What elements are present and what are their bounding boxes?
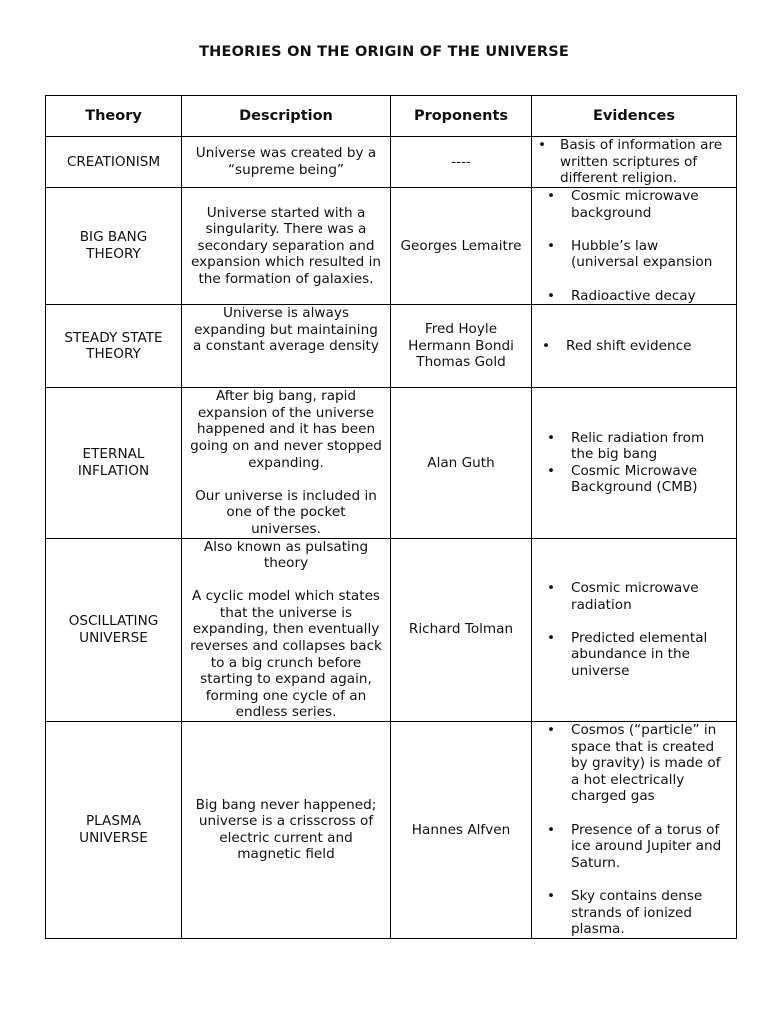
proponents-cell <box>391 305 532 388</box>
proponents-cell <box>391 137 532 188</box>
evidences-cell <box>532 188 737 305</box>
description-line: “supreme being” <box>227 162 344 178</box>
theory-name: ETERNAL <box>82 446 145 463</box>
description-cell <box>182 388 391 538</box>
theory-cell <box>46 137 182 188</box>
proponent-name: Richard Tolman <box>408 621 514 638</box>
proponent-name: ---- <box>451 153 471 170</box>
proponent-name: Hermann Bondi <box>408 337 514 354</box>
description-line: a constant average density <box>193 338 379 355</box>
evidence-item: • Basis of information are written scriptures of different religion. <box>538 137 734 187</box>
theory-name: PLASMA <box>85 813 142 830</box>
evidence-list <box>538 338 734 355</box>
theory-cell <box>46 722 182 939</box>
description-line: one of the pocket <box>226 504 346 521</box>
theory-name: UNIVERSE <box>79 629 148 646</box>
description-line: Our universe is included in <box>195 487 377 504</box>
description-line: singularity. There was a <box>205 221 367 238</box>
table-row <box>46 388 737 538</box>
proponents-cell <box>391 538 532 722</box>
table-row <box>46 538 737 722</box>
description-line: Universe is always <box>223 305 349 322</box>
header-theory: Theory <box>46 96 182 137</box>
description-line: universes. <box>251 520 321 537</box>
evidences-cell <box>532 538 737 722</box>
description-line: After big bang, rapid <box>215 388 357 405</box>
description-line: Universe was created by a <box>195 145 377 162</box>
description-line: expansion which resulted in <box>191 254 381 271</box>
proponents-cell <box>391 722 532 939</box>
description-line: Also known as pulsating <box>203 538 369 555</box>
evidence-item: • Cosmos (“particle” in space that is created by gravity) is made of a hot electrically charged gas <box>538 722 734 805</box>
proponents-cell <box>391 188 532 305</box>
table-header-row <box>46 96 737 137</box>
description-line: forming one cycle of an <box>205 687 367 704</box>
description-line: happened and it has been <box>196 421 376 438</box>
description-line: universe is a crisscross of <box>198 813 374 830</box>
evidence-list <box>538 722 734 938</box>
theory-name: INFLATION <box>77 462 150 479</box>
description-line: endless series. <box>235 704 337 721</box>
paragraph-gap <box>187 572 385 589</box>
evidences-cell <box>532 722 737 939</box>
description-line: magnetic field <box>237 846 335 863</box>
description-line: A cyclic model which states <box>191 588 381 605</box>
header-evidences: Evidences <box>532 96 737 137</box>
evidence-item: • Cosmic microwave radiation <box>538 580 734 613</box>
theory-name: OSCILLATING <box>68 613 159 630</box>
proponent-name: Fred Hoyle <box>424 321 498 338</box>
proponents-cell <box>391 388 532 538</box>
evidence-item: • Red shift evidence <box>538 338 734 355</box>
description-line: expansion of the universe <box>197 404 375 421</box>
description-line: starting to expand again, <box>200 671 372 688</box>
theory-cell <box>46 305 182 388</box>
evidence-list <box>538 580 734 680</box>
description-line: the formation of galaxies. <box>198 270 374 287</box>
evidence-list <box>538 430 734 496</box>
table-row <box>46 188 737 305</box>
proponent-name: Hannes Alfven <box>411 821 511 838</box>
document-title: THEORIES ON THE ORIGIN OF THE UNIVERSE <box>199 44 569 60</box>
description-line: electric current and <box>219 829 353 846</box>
evidence-item: • Radioactive decay <box>538 288 734 305</box>
evidence-item: • Cosmic microwave background <box>538 188 734 221</box>
theory-name: STEADY STATE <box>64 329 163 346</box>
theory-name: BIG BANG <box>79 229 148 246</box>
table-row <box>46 305 737 388</box>
description-line: expanding. <box>248 454 324 471</box>
theory-cell <box>46 188 182 305</box>
description-line: going on and never stopped <box>190 437 382 454</box>
description-cell <box>182 188 391 305</box>
evidence-list <box>538 137 734 187</box>
evidence-item: • Predicted elemental abundance in the universe <box>538 630 734 680</box>
evidence-item: • Cosmic Microwave Background (CMB) <box>538 463 734 496</box>
header-description: Description <box>182 96 391 137</box>
theory-name: THEORY <box>86 246 141 263</box>
paragraph-gap <box>187 471 385 488</box>
theory-name: UNIVERSE <box>79 829 148 846</box>
evidences-cell <box>532 305 737 388</box>
evidence-item: • Hubble’s law (universal expansion <box>538 238 734 271</box>
description-cell <box>182 137 391 188</box>
description-cell <box>182 538 391 722</box>
header-proponents: Proponents <box>391 96 532 137</box>
description-line: reverses and collapses back <box>190 638 382 655</box>
evidence-list <box>538 188 734 304</box>
evidence-item: • Sky contains dense strands of ionized plasma. <box>538 888 734 938</box>
description-line: to a big crunch before <box>210 654 362 671</box>
table-row <box>46 137 737 188</box>
description-line: Big bang never happened; <box>195 796 377 813</box>
description-line: secondary separation and <box>197 237 375 254</box>
description-line: that the universe is <box>219 604 353 621</box>
evidence-item: • Relic radiation from the big bang <box>538 430 734 463</box>
theory-cell <box>46 538 182 722</box>
proponent-name: Alan Guth <box>427 454 495 471</box>
evidences-cell <box>532 388 737 538</box>
evidence-item: • Presence of a torus of ice around Jupiter and Saturn. <box>538 822 734 872</box>
description-line: expanding but maintaining <box>194 321 378 338</box>
description-cell <box>182 722 391 939</box>
theory-cell <box>46 388 182 538</box>
theory-name: CREATIONISM <box>66 153 161 170</box>
description-line: Universe started with a <box>206 204 366 221</box>
proponent-name: Thomas Gold <box>416 354 506 371</box>
description-line: theory <box>263 555 309 572</box>
table-row <box>46 722 737 939</box>
theories-table <box>45 95 737 939</box>
proponent-name: Georges Lemaitre <box>400 237 522 254</box>
theory-name: THEORY <box>86 346 141 363</box>
description-cell <box>182 305 391 388</box>
description-line: expanding, then eventually <box>192 621 380 638</box>
evidences-cell <box>532 137 737 188</box>
